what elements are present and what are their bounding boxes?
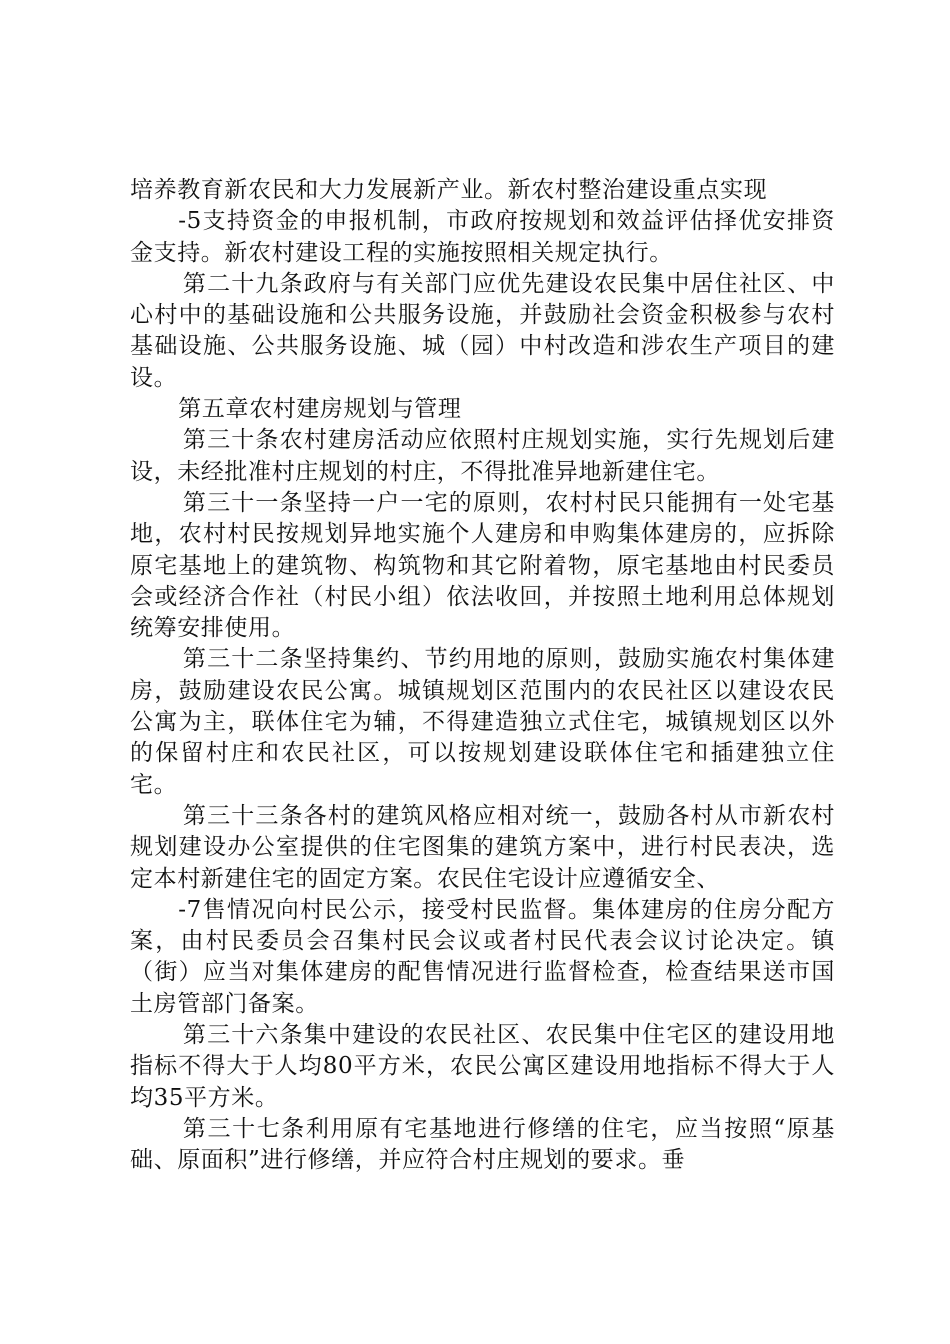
paragraph-article-30: 第三十条农村建房活动应依照村庄规划实施，实行先规划后建设，未经批准村庄规划的村庄，不得批准异地新建住宅。 xyxy=(130,427,835,485)
paragraph-article-31: 第三十一条坚持一户一宅的原则，农村村民只能拥有一处宅基地，农村村民按规划异地实施个人建房和申购集体建房的，应拆除原宅基地上的建筑物、构筑物和其它附着物，原宅基地由村民委员会或经济合作社（村民小组）依法收回，并按照土地利用总体规划统筹安排使用。 xyxy=(130,489,835,642)
document-body xyxy=(130,175,835,1177)
paragraph-page-break-fragment: -5支持资金的申报机制，市政府按规划和效益评估择优安排资金支持。新农村建设工程的实施按照相关规定执行。 xyxy=(130,208,835,266)
paragraph-article-33: 第三十三条各村的建筑风格应相对统一，鼓励各村从市新农村规划建设办公室提供的住宅图集的建筑方案中，进行村民表决，选定本村新建住宅的固定方案。农民住宅设计应遵循安全、 xyxy=(130,802,835,892)
paragraph-article-37: 第三十七条利用原有宅基地进行修缮的住宅，应当按照“原基础、原面积”进行修缮，并应符合村庄规划的要求。垂 xyxy=(130,1115,835,1174)
chapter-heading: 第五章农村建房规划与管理 xyxy=(178,396,462,423)
paragraph-article-29: 第二十九条政府与有关部门应优先建设农民集中居住社区、中心村中的基础设施和公共服务设施，并鼓励社会资金积极参与农村基础设施、公共服务设施、城（园）中村改造和涉农生产项目的建设。 xyxy=(130,270,835,391)
paragraph-article-32: 第三十二条坚持集约、节约用地的原则，鼓励实施农村集体建房，鼓励建设农民公寓。城镇规划区范围内的农民社区以建设农民公寓为主，联体住宅为辅，不得建造独立式住宅，城镇规划区以外的保留村庄和农民社区，可以按规划建设联体住宅和插建独立住宅。 xyxy=(130,646,835,798)
paragraph-article-36: 第三十六条集中建设的农民社区、农民集中住宅区的建设用地指标不得大于人均80平方米，农民公寓区建设用地指标不得大于人均35平方米。 xyxy=(130,1022,835,1111)
paragraph-continuation: 培养教育新农民和大力发展新产业。新农村整治建设重点实现 xyxy=(130,177,768,203)
paragraph-page-break-fragment-2: -7售情况向村民公示，接受村民监督。集体建房的住房分配方案，由村民委员会召集村民会议或者村民代表会议讨论决定。镇（街）应当对集体建房的配售情况进行监督检查，检查结果送市国土房管部门备案。 xyxy=(130,896,835,1017)
